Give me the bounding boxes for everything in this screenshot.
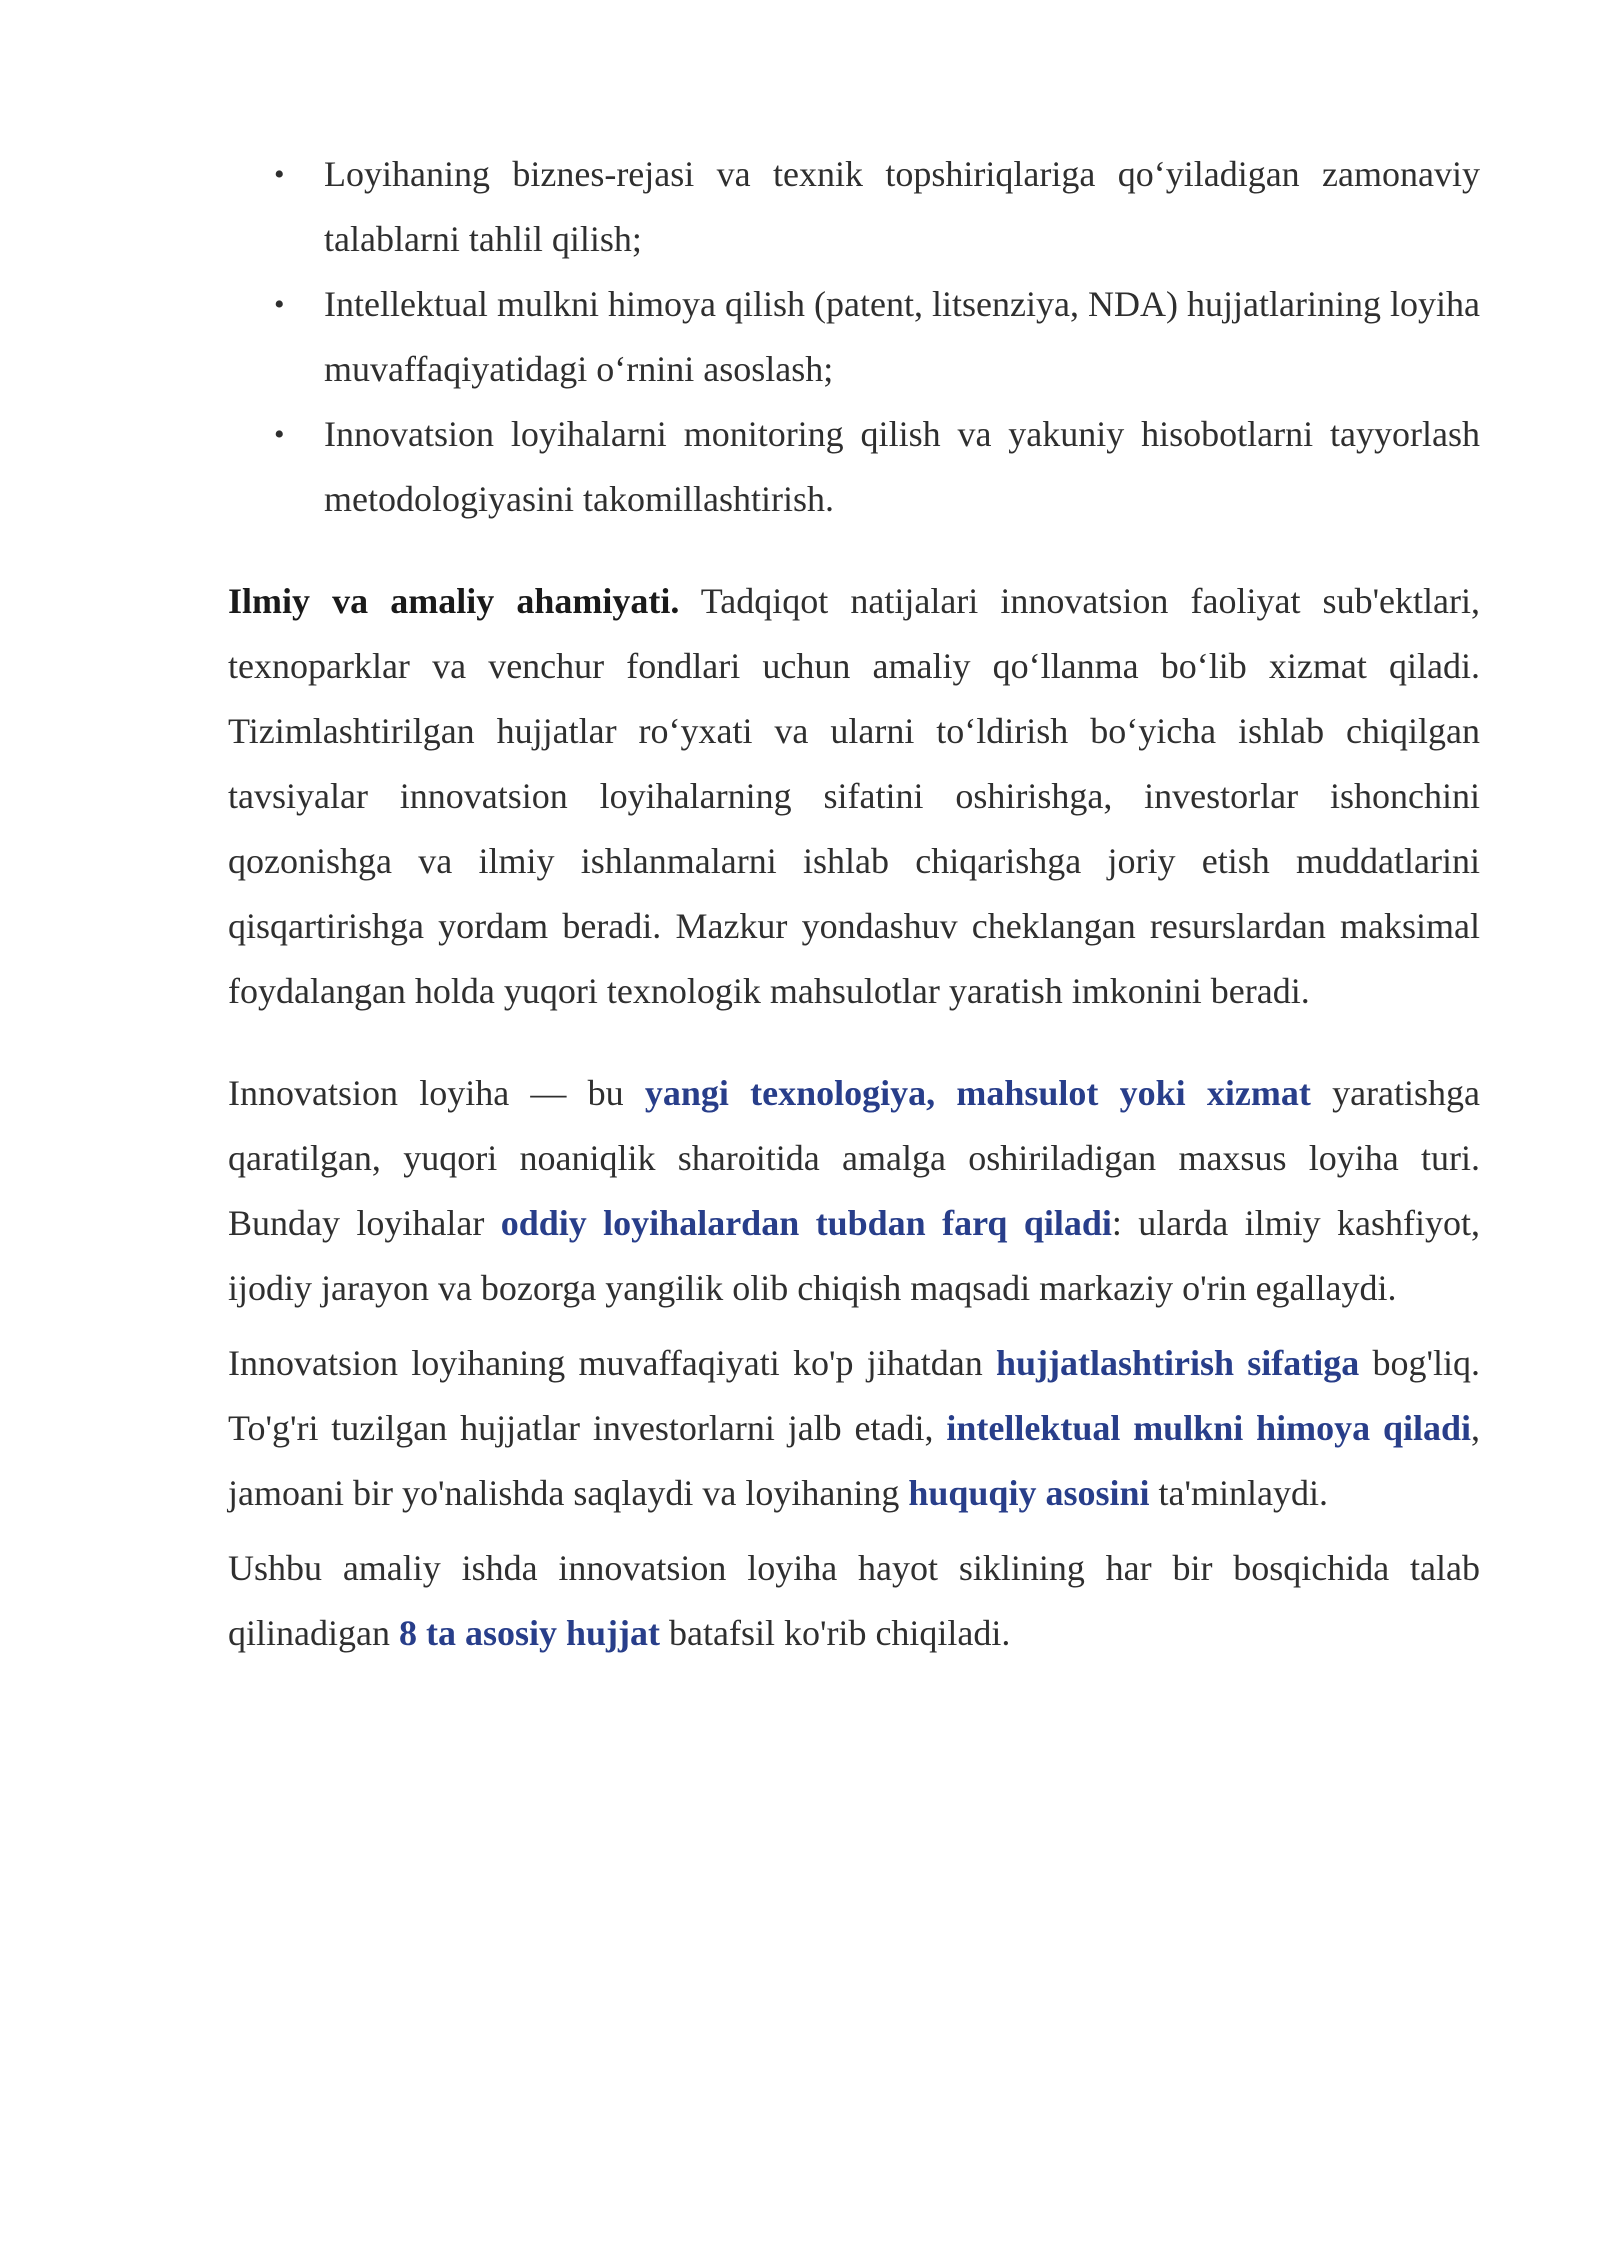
list-item bbox=[228, 272, 1480, 402]
documentation-paragraph bbox=[228, 1331, 1480, 1526]
summary-paragraph bbox=[228, 1536, 1480, 1666]
significance-text: Tadqiqot natijalari innovatsion faoliyat sub'ektlari, texnoparklar va venchur fondlari uchun amaliy qo‘llanma bo‘lib xizmat qiladi. Tizimlashtirilgan hujjatlar ro‘yxati va ularni to‘ldirish bo‘yicha ishlab chiqilgan tavsiyalar innovatsion loyihalarning sifatini oshirishga, investorlar ishonchini qozonishga va ilmiy ishlanmalarni ishlab chiqarishga joriy etish muddatlarini qisqartirishga yordam beradi. Mazkur yondashuv cheklangan resurslardan maksimal foydalangan holda yuqori texnologik mahsulotlar yaratish imkonini beradi. bbox=[228, 581, 1480, 1011]
list-item-text: Loyihaning biznes-rejasi va texnik topshiriqlariga qo‘yiladigan zamonaviy talablarni tahlil qilish; bbox=[324, 154, 1480, 259]
highlighted-phrase: intellektual mulkni himoya qiladi bbox=[946, 1408, 1472, 1448]
bullet-icon: • bbox=[274, 158, 285, 191]
paragraph-text: Innovatsion loyiha — bu bbox=[228, 1073, 645, 1113]
significance-heading: Ilmiy va amaliy ahamiyati. bbox=[228, 581, 680, 621]
highlighted-phrase: yangi texnologiya, mahsulot yoki xizmat bbox=[644, 1073, 1311, 1113]
paragraph-text: , jamoani bir yo'nalishda saqlaydi va loyihaning bbox=[228, 1408, 1481, 1513]
bullet-icon: • bbox=[274, 288, 285, 321]
highlighted-phrase: 8 ta asosiy hujjat bbox=[398, 1613, 660, 1653]
significance-paragraph bbox=[228, 569, 1480, 1024]
list-item-text: Innovatsion loyihalarni monitoring qilish va yakuniy hisobotlarni tayyorlash metodologiyasini takomillashtirish. bbox=[324, 414, 1480, 519]
paragraph-text: Ushbu amaliy ishda innovatsion loyiha hayot siklining har bir bosqichida talab qilinadigan bbox=[228, 1548, 1480, 1653]
paragraph-text: bog'liq. To'g'ri tuzilgan hujjatlar investorlarni jalb etadi, bbox=[228, 1343, 1480, 1448]
paragraph-text: ta'minlaydi. bbox=[1149, 1473, 1328, 1513]
paragraph-text: yaratishga qaratilgan, yuqori noaniqlik sharoitida amalga oshiriladigan maxsus loyiha turi. Bunday loyihalar bbox=[228, 1073, 1481, 1243]
document-body bbox=[228, 142, 1480, 1666]
bullet-icon: • bbox=[274, 418, 285, 451]
list-item-text: Intellektual mulkni himoya qilish (patent, litsenziya, NDA) hujjatlarining loyiha muvaffaqiyatidagi o‘rnini asoslash; bbox=[324, 284, 1480, 389]
paragraph-text: : ularda ilmiy kashfiyot, ijodiy jarayon va bozorga yangilik olib chiqish maqsadi markaziy o'rin egallaydi. bbox=[228, 1203, 1480, 1308]
highlighted-phrase: oddiy loyihalardan tubdan farq qiladi bbox=[500, 1203, 1112, 1243]
paragraph-text: Innovatsion loyihaning muvaffaqiyati ko'p jihatdan bbox=[228, 1343, 996, 1383]
paragraph-text: batafsil ko'rib chiqiladi. bbox=[660, 1613, 1011, 1653]
highlighted-phrase: hujjatlashtirish sifatiga bbox=[995, 1343, 1360, 1383]
objectives-list bbox=[228, 142, 1480, 532]
highlighted-phrase: huquqiy asosini bbox=[908, 1473, 1150, 1513]
list-item bbox=[228, 402, 1480, 532]
intro-paragraph bbox=[228, 1061, 1480, 1321]
list-item bbox=[228, 142, 1480, 272]
